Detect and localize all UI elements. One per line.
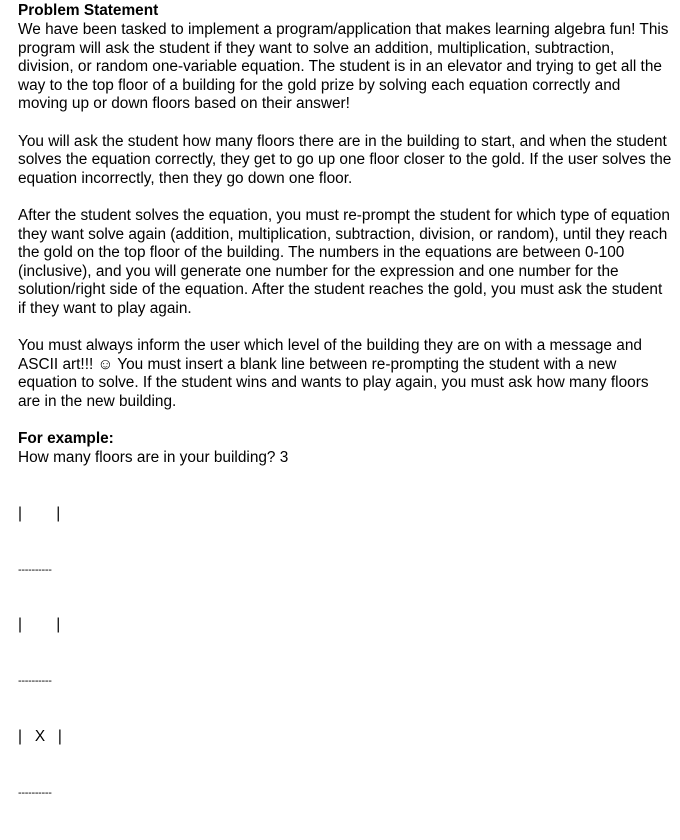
floor-wall-line: | |	[18, 504, 61, 522]
reprompt-paragraph: After the student solves the equation, you must re-prompt the student for which type of equation they want solve again (addition, multiplication, subtraction, division, or random), until they reach the gold on the top floor of the building. The numbers in the equations are between 0-100 (inclusive), and you will generate one number for the expression and one number for the solution/right side of the equation. After the student reaches the gold, you must ask the student if they want to play again.	[18, 206, 670, 317]
example-prompt: How many floors are in your building? 3	[18, 449, 289, 467]
example-heading: For example:	[18, 430, 114, 448]
intro-paragraph: We have been tasked to implement a program/application that makes learning algebra fun! This program will ask the student if they want to solve an addition, multiplication, subtraction, division, or random one-variable equation. The student is in an elevator and trying to get all the way to the top floor of a building for the gold prize by solving each equation correctly and moving up or down floors based on their answer!	[18, 21, 669, 113]
elevator-ascii-art	[18, 468, 674, 840]
floor-wall-line: | |	[18, 616, 61, 634]
ascii-art-paragraph: You must always inform the user which level of the building they are on with a message and ASCII art!!! ☺ You must insert a blank line between re-prompting the student with a new equation to solve. If the student wins and wants to play again, you must ask how many floors are in the new building.	[18, 337, 649, 410]
floor-divider-line: ----------	[18, 675, 52, 688]
problem-statement-heading: Problem Statement	[18, 2, 159, 19]
floor-divider-line: ----------	[18, 786, 52, 799]
current-floor-line: | X |	[18, 727, 62, 745]
problem-document	[18, 2, 674, 840]
floors-paragraph: You will ask the student how many floors there are in the building to start, and when the student solves the equation correctly, they get to go up one floor closer to the gold. If the user solves the equation incorrectly, then they go down one floor.	[18, 132, 672, 187]
floor-divider-line: ----------	[18, 563, 52, 576]
